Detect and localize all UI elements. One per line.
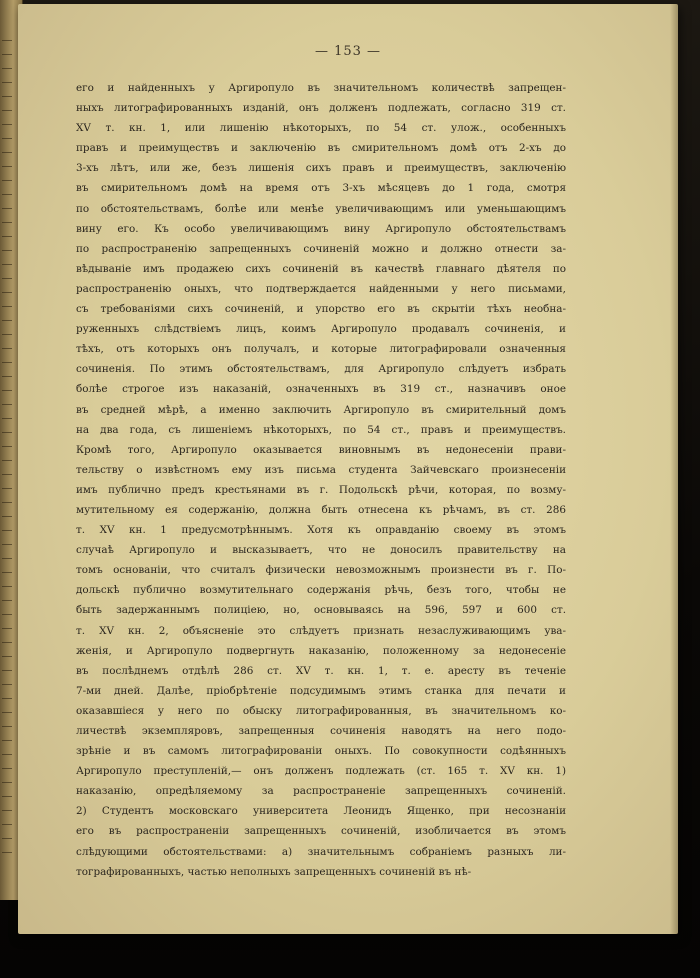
text-line: случаѣ Аргиропуло и высказываетъ, что не доносилъ правительству на: [76, 544, 566, 557]
text-line: слѣдующими обстоятельствами: а) значительнымъ собраніемъ разныхъ ли-: [76, 845, 566, 858]
text-line: по обстоятельствамъ, болѣе или менѣе увеличивающимъ или уменьшающимъ: [76, 202, 566, 215]
text-line: ныхъ литографированныхъ изданій, онъ долженъ подлежать, согласно 319 ст.: [76, 102, 566, 115]
text-line: Аргиропуло преступленій,— онъ долженъ подлежать (ст. 165 т. XV кн. 1): [76, 765, 566, 778]
text-line: наказанію, опредѣляемому за распространеніе запрещенныхъ сочиненій.: [76, 785, 566, 798]
text-line: дольскѣ публично возмутительнаго содержанія рѣчь, безъ того, чтобы не: [76, 584, 566, 597]
text-line: по распространенію запрещенныхъ сочиненій можно и должно отнести за-: [76, 242, 566, 255]
text-line: 3-хъ лѣтъ, или же, безъ лишенія сихъ правъ и преимуществъ, заключенію: [76, 162, 566, 175]
text-line: XV т. кн. 1, или лишенію нѣкоторыхъ, по 54 ст. улож., особенныхъ: [76, 122, 566, 135]
text-line: болѣе строгое изъ наказаній, означенныхъ въ 319 ст., назначивъ оное: [76, 383, 566, 396]
text-line: Кромѣ того, Аргиропуло оказывается виновнымъ въ недонесеніи прави-: [76, 443, 566, 456]
text-line: т. XV кн. 1 предусмотрѣннымъ. Хотя къ оправданію своему въ этомъ: [76, 524, 566, 537]
text-line: на два года, съ лишеніемъ нѣкоторыхъ, по 54 ст., правъ и преимуществъ.: [76, 423, 566, 436]
text-line: т. XV кн. 2, объясненіе это слѣдуетъ признать незаслуживающимъ ува-: [76, 624, 566, 637]
text-line: правъ и преимуществъ и заключенію въ смирительномъ домѣ отъ 2-хъ до: [76, 142, 566, 155]
text-line: его и найденныхъ у Аргиропуло въ значительномъ количествѣ запрещен-: [76, 82, 566, 94]
text-line: томъ основаніи, что считалъ физически невозможнымъ произнести въ г. По-: [76, 564, 566, 577]
text-line: мутительному ея содержанію, должна быть отнесена къ рѣчамъ, въ ст. 286: [76, 503, 566, 516]
book-page: [18, 4, 678, 934]
previous-page-text-marks: [2, 40, 12, 860]
text-line: 2) Студентъ московскаго университета Леонидъ Ященко, при несознаніи: [76, 805, 566, 818]
text-line: тографированныхъ, частью неполныхъ запрещенныхъ сочиненій въ нѣ-: [76, 865, 472, 878]
text-line: распространенію оныхъ, что подтверждается найденными у него письмами,: [76, 282, 566, 295]
text-line: въ смирительномъ домѣ на время отъ 3-хъ мѣсяцевъ до 1 года, смотря: [76, 182, 566, 195]
text-line: сочиненія. По этимъ обстоятельствамъ, для Аргиропуло слѣдуетъ избрать: [76, 363, 566, 376]
text-line: его въ распространеніи запрещенныхъ сочиненій, изобличается въ этомъ: [76, 825, 566, 838]
text-line: зрѣніе и въ самомъ литографированіи оныхъ. По совокупности содѣянныхъ: [76, 745, 566, 758]
text-line: имъ публично предъ крестьянами въ г. Подольскѣ рѣчи, которая, по возму-: [76, 483, 566, 496]
text-line: оказавшіеся у него по обыску литографированныя, въ значительномъ ко-: [76, 704, 566, 717]
text-line: въ послѣднемъ отдѣлѣ 286 ст. XV т. кн. 1, т. е. аресту въ теченіе: [76, 664, 566, 677]
text-line: съ требованіями сихъ сочиненій, и упорство его въ скрытіи тѣхъ необна-: [76, 303, 566, 316]
text-line: руженныхъ слѣдствіемъ лицъ, коимъ Аргиропуло продавалъ сочиненія, и: [76, 323, 566, 336]
text-line: женія, и Аргиропуло подвергнуть наказанію, положенному за недонесеніе: [76, 644, 566, 657]
text-line: вину его. Къ особо увеличивающимъ вину Аргиропуло обстоятельствамъ: [76, 222, 566, 235]
page-body-text: [76, 78, 566, 882]
text-line: 7-ми дней. Далѣе, пріобрѣтеніе подсудимымъ этимъ станка для печати и: [76, 684, 566, 697]
text-line: личествѣ экземпляровъ, запрещенныя сочиненія наводятъ на него подо-: [76, 725, 566, 737]
text-line: вѣдываніе имъ продажею сихъ сочиненій въ качествѣ главнаго дѣятеля по: [76, 262, 566, 275]
text-line: тѣхъ, отъ которыхъ онъ получалъ, и которые литографировали означенныя: [76, 343, 566, 356]
text-line: въ средней мѣрѣ, а именно заключить Аргиропуло въ смирительный домъ: [76, 403, 566, 416]
text-line: быть задержаннымъ полиціею, но, основываясь на 596, 597 и 600 ст.: [76, 604, 566, 617]
text-line: тельству о извѣстномъ ему изъ письма студента Зайчевскаго произнесеніи: [76, 463, 566, 476]
page-number: — 153 —: [314, 44, 382, 59]
